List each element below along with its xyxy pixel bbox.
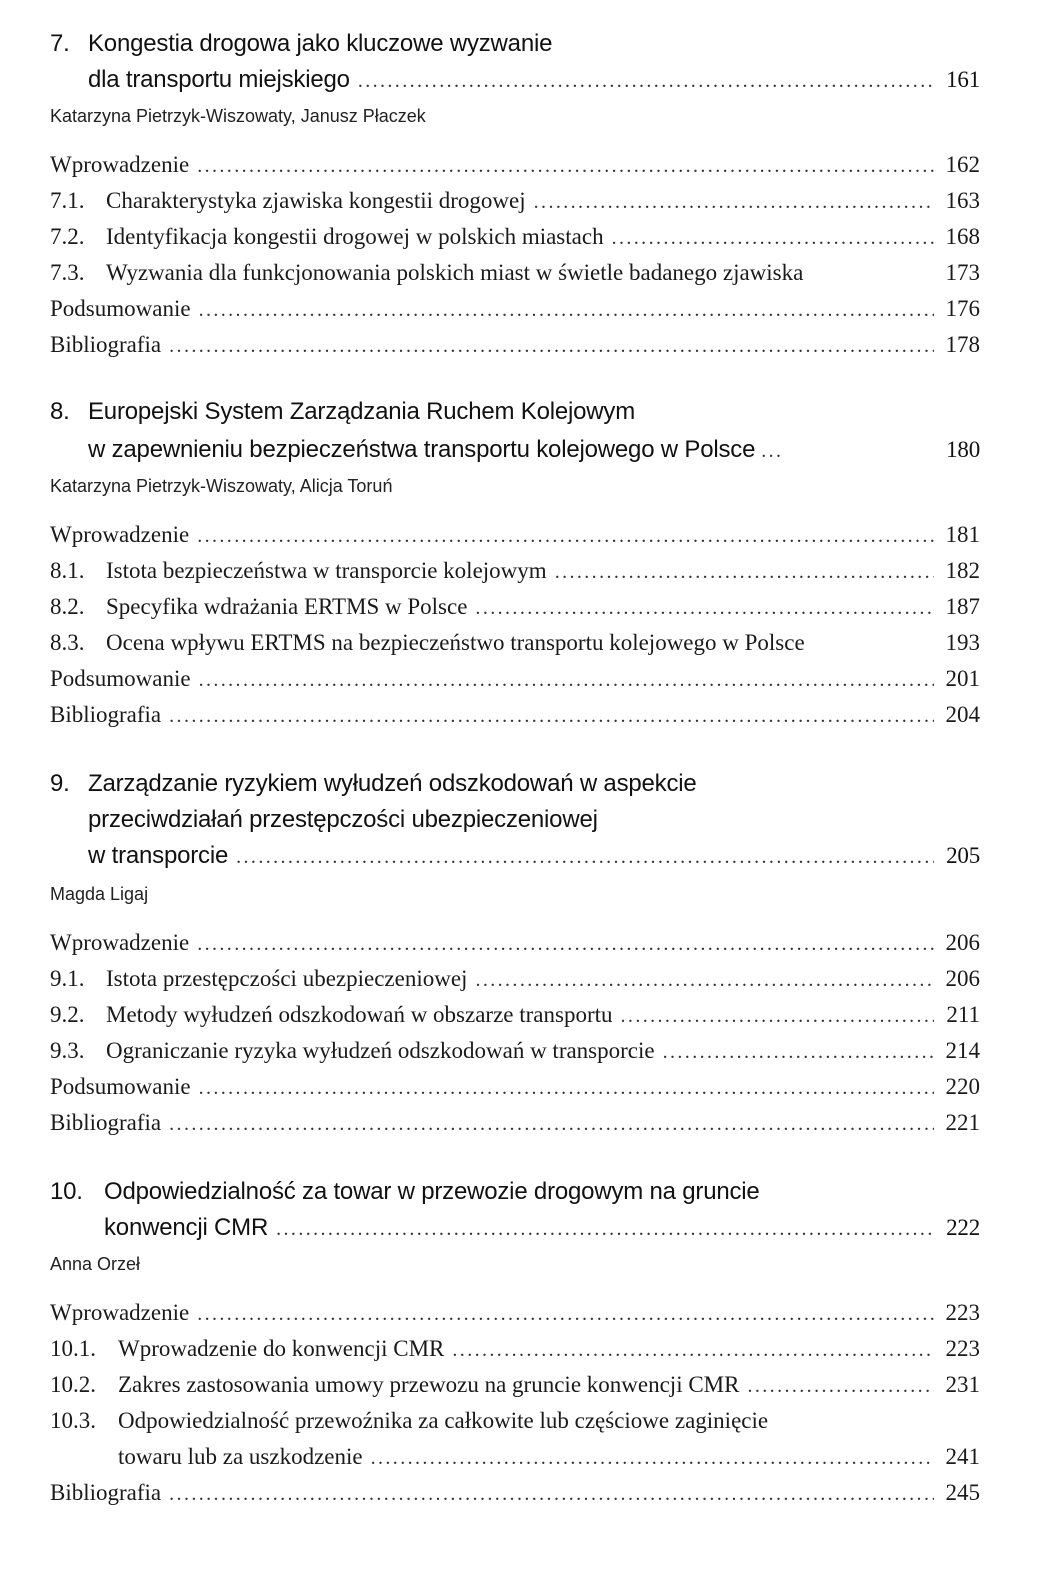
page-number: 162	[945, 152, 980, 177]
leader-dots	[663, 1041, 934, 1064]
entry-title: Identyfikacja kongestii drogowej w polskich miastach	[106, 224, 604, 249]
chapter-title: konwencji CMR	[104, 1214, 269, 1241]
leader-dots	[199, 1077, 934, 1100]
page-number: 204	[945, 702, 980, 727]
entry-title: Ograniczanie ryzyka wyłudzeń odszkodowań w transporcie	[106, 1038, 655, 1063]
page-number: 222	[946, 1215, 980, 1240]
page-number: 211	[946, 1002, 980, 1027]
chapter-8-title-line-1	[50, 398, 980, 426]
chapter-number: 9.	[50, 770, 70, 797]
entry-title: Wprowadzenie	[50, 522, 190, 547]
entry-title: Metody wyłudzeń odszkodowań w obszarze transportu	[106, 1002, 613, 1027]
leader-dots	[358, 70, 934, 93]
section-number: 8.3.	[50, 630, 85, 655]
entry-title: Ocena wpływu ERTMS na bezpieczeństwo transportu kolejowego w Polsce	[106, 630, 805, 655]
leader-dots	[534, 191, 934, 214]
chapter-7-title-line-2	[50, 66, 980, 94]
leader-dots	[169, 335, 934, 358]
entry-title: Bibliografia	[50, 332, 162, 357]
section-number: 9.2.	[50, 1002, 85, 1027]
leader-dots	[475, 969, 934, 992]
leader-dots	[452, 1339, 934, 1362]
leader-dots	[555, 561, 934, 584]
entry-title: Bibliografia	[50, 1480, 162, 1505]
page-number: 221	[945, 1110, 980, 1135]
page-number: 220	[945, 1074, 980, 1099]
toc-entry	[50, 1300, 980, 1326]
section-number: 9.3.	[50, 1038, 85, 1063]
toc-entry	[50, 522, 980, 548]
leader-dots	[197, 525, 934, 548]
page-number: 231	[945, 1372, 980, 1397]
page-number: 205	[946, 843, 980, 868]
page-number: 223	[945, 1300, 980, 1325]
page-number: 180	[946, 437, 980, 462]
chapter-10-title-line-1	[50, 1178, 980, 1206]
section-number: 10.1.	[50, 1336, 96, 1361]
entry-title: towaru lub za uszkodzenie	[118, 1444, 363, 1469]
entry-title: Charakterystyka zjawiska kongestii drogowej	[106, 188, 526, 213]
toc-entry	[50, 966, 980, 992]
chapter-number: 7.	[50, 30, 70, 57]
chapter-authors: Magda Ligaj	[50, 884, 149, 904]
leader-dots	[199, 299, 934, 322]
chapter-title: w transporcie	[88, 842, 229, 869]
page-number: 206	[945, 966, 980, 991]
toc-entry-continuation	[50, 1444, 980, 1470]
section-number: 8.2.	[50, 594, 85, 619]
page-number: 206	[945, 930, 980, 955]
page-number: 181	[945, 522, 980, 547]
toc-entry	[50, 1372, 980, 1398]
toc-entry	[50, 1336, 980, 1362]
chapter-8-title-line-2	[50, 436, 980, 464]
chapter-10-title-line-2	[50, 1214, 980, 1242]
section-number: 9.1.	[50, 966, 85, 991]
page-number: 201	[945, 666, 980, 691]
leader-dots	[197, 1303, 934, 1326]
toc-entry	[50, 1408, 980, 1434]
toc-entry	[50, 1074, 980, 1100]
entry-title: Odpowiedzialność przewoźnika za całkowite lub częściowe zaginięcie	[118, 1408, 769, 1433]
section-number: 7.3.	[50, 260, 85, 285]
entry-title: Istota bezpieczeństwa w transporcie kolejowym	[106, 558, 547, 583]
section-number: 7.1.	[50, 188, 85, 213]
page-number: 161	[946, 67, 980, 92]
toc-entry	[50, 1002, 980, 1028]
page-number: 223	[945, 1336, 980, 1361]
chapter-title: dla transportu miejskiego	[88, 66, 350, 93]
entry-title: Bibliografia	[50, 702, 162, 727]
chapter-number: 8.	[50, 398, 70, 425]
toc-entry	[50, 332, 980, 358]
toc-entry	[50, 224, 980, 250]
chapter-9-title-line-2	[50, 806, 980, 834]
page-number: 163	[945, 188, 980, 213]
entry-title: Podsumowanie	[50, 666, 191, 691]
entry-title: Wprowadzenie do konwencji CMR	[118, 1336, 445, 1361]
leader-dots	[475, 597, 934, 620]
entry-title: Podsumowanie	[50, 296, 191, 321]
toc-entry	[50, 1038, 980, 1064]
toc-entry	[50, 260, 980, 286]
page-number: 245	[945, 1480, 980, 1505]
toc-entry	[50, 666, 980, 692]
entry-title: Podsumowanie	[50, 1074, 191, 1099]
toc-entry	[50, 1110, 980, 1136]
toc-entry	[50, 152, 980, 178]
chapter-title: przeciwdziałań przestępczości ubezpieczeniowej	[88, 806, 598, 833]
toc-entry	[50, 558, 980, 584]
leader-dots	[169, 1483, 934, 1506]
page-number: 173	[945, 260, 980, 285]
section-number: 7.2.	[50, 224, 85, 249]
page-number: 182	[945, 558, 980, 583]
leader-dots	[276, 1218, 934, 1241]
entry-title: Wyzwania dla funkcjonowania polskich miast w świetle badanego zjawiska	[106, 260, 804, 285]
entry-title: Istota przestępczości ubezpieczeniowej	[106, 966, 468, 991]
entry-title: Specyfika wdrażania ERTMS w Polsce	[106, 594, 468, 619]
leader-dots	[197, 933, 934, 956]
chapter-9-title-line-1	[50, 770, 980, 798]
chapter-title: Europejski System Zarządzania Ruchem Kolejowym	[88, 398, 636, 425]
chapter-title: w zapewnieniu bezpieczeństwa transportu kolejowego w Polsce	[88, 436, 756, 463]
entry-title: Zakres zastosowania umowy przewozu na gruncie konwencji CMR	[118, 1372, 740, 1397]
entry-title: Wprowadzenie	[50, 930, 190, 955]
toc-entry	[50, 188, 980, 214]
section-number: 10.2.	[50, 1372, 96, 1397]
chapter-authors: Katarzyna Pietrzyk-Wiszowaty, Alicja Toruń	[50, 476, 393, 496]
page-number: 178	[945, 332, 980, 357]
toc-entry	[50, 296, 980, 322]
entry-title: Bibliografia	[50, 1110, 162, 1135]
leader-dots	[761, 440, 783, 463]
leader-dots	[169, 1113, 934, 1136]
page-number: 241	[945, 1444, 980, 1469]
leader-dots	[236, 846, 934, 869]
chapter-authors: Anna Orzeł	[50, 1254, 141, 1274]
chapter-7-title-line-1	[50, 30, 980, 58]
page-number: 176	[945, 296, 980, 321]
entry-title: Wprowadzenie	[50, 1300, 190, 1325]
page-number: 187	[945, 594, 980, 619]
leader-dots	[197, 155, 934, 178]
chapter-9-title-line-3	[50, 842, 980, 870]
toc-entry	[50, 594, 980, 620]
toc-entry	[50, 630, 980, 656]
toc-entry	[50, 930, 980, 956]
page-number: 214	[945, 1038, 980, 1063]
chapter-title: Kongestia drogowa jako kluczowe wyzwanie	[88, 30, 553, 57]
page-number: 193	[945, 630, 980, 655]
chapter-title: Odpowiedzialność za towar w przewozie drogowym na gruncie	[104, 1178, 760, 1205]
chapter-number: 10.	[50, 1178, 83, 1205]
leader-dots	[371, 1447, 934, 1470]
chapter-authors: Katarzyna Pietrzyk-Wiszowaty, Janusz Płaczek	[50, 106, 426, 126]
section-number: 10.3.	[50, 1408, 96, 1433]
leader-dots	[612, 227, 934, 250]
leader-dots	[169, 705, 934, 728]
chapter-title: Zarządzanie ryzykiem wyłudzeń odszkodowań w aspekcie	[88, 770, 697, 797]
leader-dots	[621, 1005, 934, 1028]
page-number: 168	[945, 224, 980, 249]
leader-dots	[747, 1375, 934, 1398]
entry-title: Wprowadzenie	[50, 152, 190, 177]
toc-entry	[50, 702, 980, 728]
leader-dots	[199, 669, 934, 692]
section-number: 8.1.	[50, 558, 85, 583]
toc-entry	[50, 1480, 980, 1506]
